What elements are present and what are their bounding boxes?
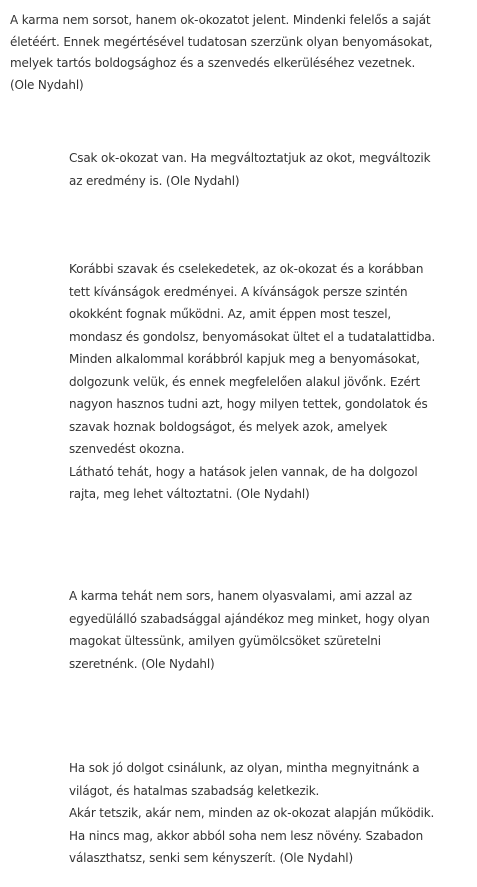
text-line: szavak hoznak boldogságot, és melyek azok, amelyek [69,419,388,434]
text-line: nagyon hasznos tudni azt, hogy milyen tettek, gondolatok és [69,397,428,411]
text-line: Akár tetszik, akár nem, minden az ok-okozat alapján működik. [69,806,435,820]
text-line: dolgozunk velük, és ennek megfelelően alakul jövőnk. Ezért [69,374,421,389]
text-line: Csak ok-okozat van. Ha megváltoztatjuk az okot, megváltozik [69,151,431,165]
text-line: az eredmény is. (Ole Nydahl) [69,173,240,188]
quote-paragraph-1 [10,10,432,96]
text-line: magokat ültessünk, amilyen gyümölcsöket szüretelni [69,634,381,648]
text-line: (Ole Nydahl) [10,77,84,92]
text-line: Látható tehát, hogy a hatások jelen vannak, de ha dolgozol [69,464,418,479]
text-line: világot, és hatalmas szabadság keletkezik. [69,783,320,798]
text-line: okokként fognak működni. Az, amit éppen most teszel, [69,307,392,321]
quote-paragraph-2 [69,147,430,192]
text-line: szeretnénk. (Ole Nydahl) [69,656,215,671]
text-line: Ha sok jó dolgot csinálunk, az olyan, mintha megnyitnánk a [69,761,420,775]
text-line: melyek tartós boldogsághoz és a szenvedés elkerüléséhez vezetnek. [10,56,416,70]
text-line: életéért. Ennek megértésével tudatosan szerzünk olyan benyomásokat, [10,34,433,49]
quote-paragraph-4 [69,585,430,675]
text-line: Ha nincs mag, akkor abból soha nem lesz növény. Szabadon [69,828,424,843]
text-line: A karma tehát nem sors, hanem olyasvalami, ami azzal az [69,589,412,603]
text-line: Korábbi szavak és cselekedetek, az ok-okozat és a korábban [69,262,424,276]
quote-paragraph-5 [69,757,434,870]
text-line: Minden alkalommal korábbról kapjuk meg a benyomásokat, [69,352,420,366]
text-line: választhatsz, senki sem kényszerít. (Ole Nydahl) [69,851,353,865]
quote-paragraph-3 [69,258,435,506]
text-line: egyedülálló szabadsággal ajándékoz meg minket, hogy olyan [69,611,430,626]
text-line: szenvedést okozna. [69,442,185,456]
text-line: rajta, meg lehet változtatni. (Ole Nydahl) [69,487,310,501]
text-line: tett kívánságok eredményei. A kívánságok persze szintén [69,284,408,299]
text-line: A karma nem sorsot, hanem ok-okozatot jelent. Mindenki felelős a saját [10,13,431,27]
text-line: mondasz és gondolsz, benyomásokat ültet el a tudatalattidba. [69,329,436,344]
